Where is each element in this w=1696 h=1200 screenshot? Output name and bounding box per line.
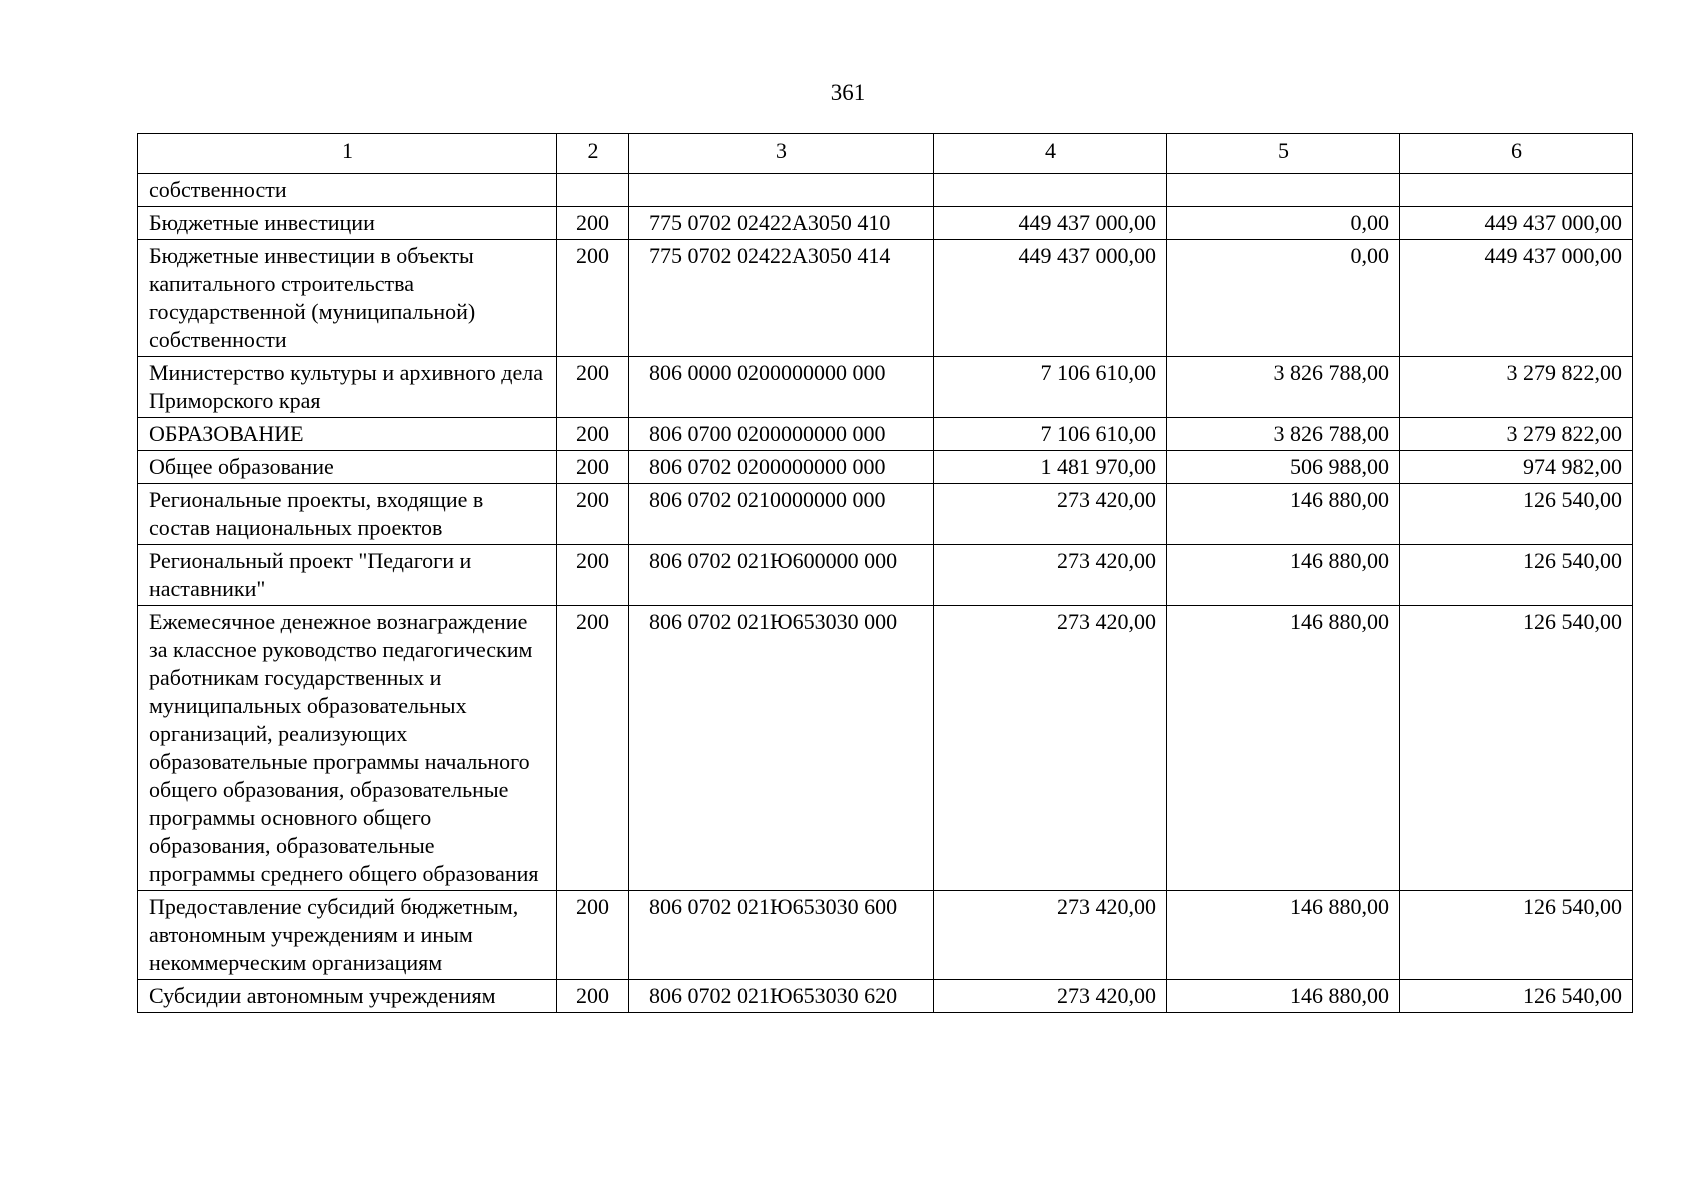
row-value-col4: 7 106 610,00 [934,418,1167,451]
table-row [138,207,1633,240]
row-value-col6: 126 540,00 [1400,484,1633,545]
row-value-col6: 126 540,00 [1400,891,1633,980]
row-value-col6: 126 540,00 [1400,606,1633,891]
column-header-2: 2 [557,134,629,174]
row-admin-code: 200 [557,980,629,1013]
table-row [138,174,1633,207]
row-value-col5: 506 988,00 [1167,451,1400,484]
row-value-col4: 273 420,00 [934,980,1167,1013]
row-admin-code: 200 [557,207,629,240]
table-row [138,240,1633,357]
table-row [138,980,1633,1013]
row-value-col6: 126 540,00 [1400,545,1633,606]
row-value-col4: 273 420,00 [934,484,1167,545]
row-value-col5: 0,00 [1167,240,1400,357]
row-value-col6: 974 982,00 [1400,451,1633,484]
row-admin-code [557,174,629,207]
row-name: Бюджетные инвестиции [138,207,557,240]
table-row [138,891,1633,980]
row-value-col4: 449 437 000,00 [934,207,1167,240]
table-row [138,357,1633,418]
row-value-col5: 146 880,00 [1167,980,1400,1013]
table-row [138,484,1633,545]
row-classification-code: 806 0702 0200000000 000 [629,451,934,484]
column-header-6: 6 [1400,134,1633,174]
row-admin-code: 200 [557,418,629,451]
row-name: собственности [138,174,557,207]
row-classification-code: 806 0702 021Ю653030 600 [629,891,934,980]
table-body [138,174,1633,1013]
row-name: Региональный проект "Педагоги и наставники" [138,545,557,606]
row-value-col4: 1 481 970,00 [934,451,1167,484]
column-header-1: 1 [138,134,557,174]
row-value-col4: 449 437 000,00 [934,240,1167,357]
row-classification-code [629,174,934,207]
row-admin-code: 200 [557,545,629,606]
row-admin-code: 200 [557,606,629,891]
row-classification-code: 806 0700 0200000000 000 [629,418,934,451]
budget-table [137,133,1633,1013]
row-value-col5: 146 880,00 [1167,891,1400,980]
row-admin-code: 200 [557,240,629,357]
row-value-col5: 146 880,00 [1167,484,1400,545]
row-admin-code: 200 [557,484,629,545]
row-value-col4 [934,174,1167,207]
row-classification-code: 806 0702 021Ю600000 000 [629,545,934,606]
column-header-3: 3 [629,134,934,174]
row-classification-code: 806 0702 021Ю653030 620 [629,980,934,1013]
row-value-col6: 449 437 000,00 [1400,207,1633,240]
row-classification-code: 806 0702 021Ю653030 000 [629,606,934,891]
row-value-col4: 273 420,00 [934,891,1167,980]
row-value-col4: 273 420,00 [934,545,1167,606]
row-admin-code: 200 [557,451,629,484]
row-value-col5: 3 826 788,00 [1167,418,1400,451]
row-name: Министерство культуры и архивного дела Приморского края [138,357,557,418]
table-row [138,606,1633,891]
row-classification-code: 775 0702 02422А3050 414 [629,240,934,357]
row-classification-code: 806 0702 0210000000 000 [629,484,934,545]
row-name: ОБРАЗОВАНИЕ [138,418,557,451]
row-name: Ежемесячное денежное вознаграждение за классное руководство педагогическим работникам государственных и муниципальных образовательных организаций, реализующих образовательные программы начального общего образования, образовательные программы основного общего образования, образовательные программы среднего общего образования [138,606,557,891]
row-admin-code: 200 [557,891,629,980]
row-value-col5: 146 880,00 [1167,545,1400,606]
row-value-col5: 0,00 [1167,207,1400,240]
row-name: Общее образование [138,451,557,484]
row-value-col4: 273 420,00 [934,606,1167,891]
row-value-col6 [1400,174,1633,207]
table-row [138,418,1633,451]
row-admin-code: 200 [557,357,629,418]
row-name: Предоставление субсидий бюджетным, автономным учреждениям и иным некоммерческим организациям [138,891,557,980]
row-value-col5: 3 826 788,00 [1167,357,1400,418]
table-row [138,545,1633,606]
row-classification-code: 775 0702 02422А3050 410 [629,207,934,240]
row-name: Региональные проекты, входящие в состав национальных проектов [138,484,557,545]
header-row [138,134,1633,174]
row-value-col4: 7 106 610,00 [934,357,1167,418]
row-value-col6: 126 540,00 [1400,980,1633,1013]
page-number: 361 [830,80,866,105]
row-name: Бюджетные инвестиции в объекты капитального строительства государственной (муниципальной) собственности [138,240,557,357]
table-header [138,134,1633,174]
row-value-col5: 146 880,00 [1167,606,1400,891]
table-row [138,451,1633,484]
row-value-col6: 3 279 822,00 [1400,357,1633,418]
row-value-col5 [1167,174,1400,207]
column-header-5: 5 [1167,134,1400,174]
row-value-col6: 3 279 822,00 [1400,418,1633,451]
row-classification-code: 806 0000 0200000000 000 [629,357,934,418]
row-name: Субсидии автономным учреждениям [138,980,557,1013]
column-header-4: 4 [934,134,1167,174]
row-value-col6: 449 437 000,00 [1400,240,1633,357]
